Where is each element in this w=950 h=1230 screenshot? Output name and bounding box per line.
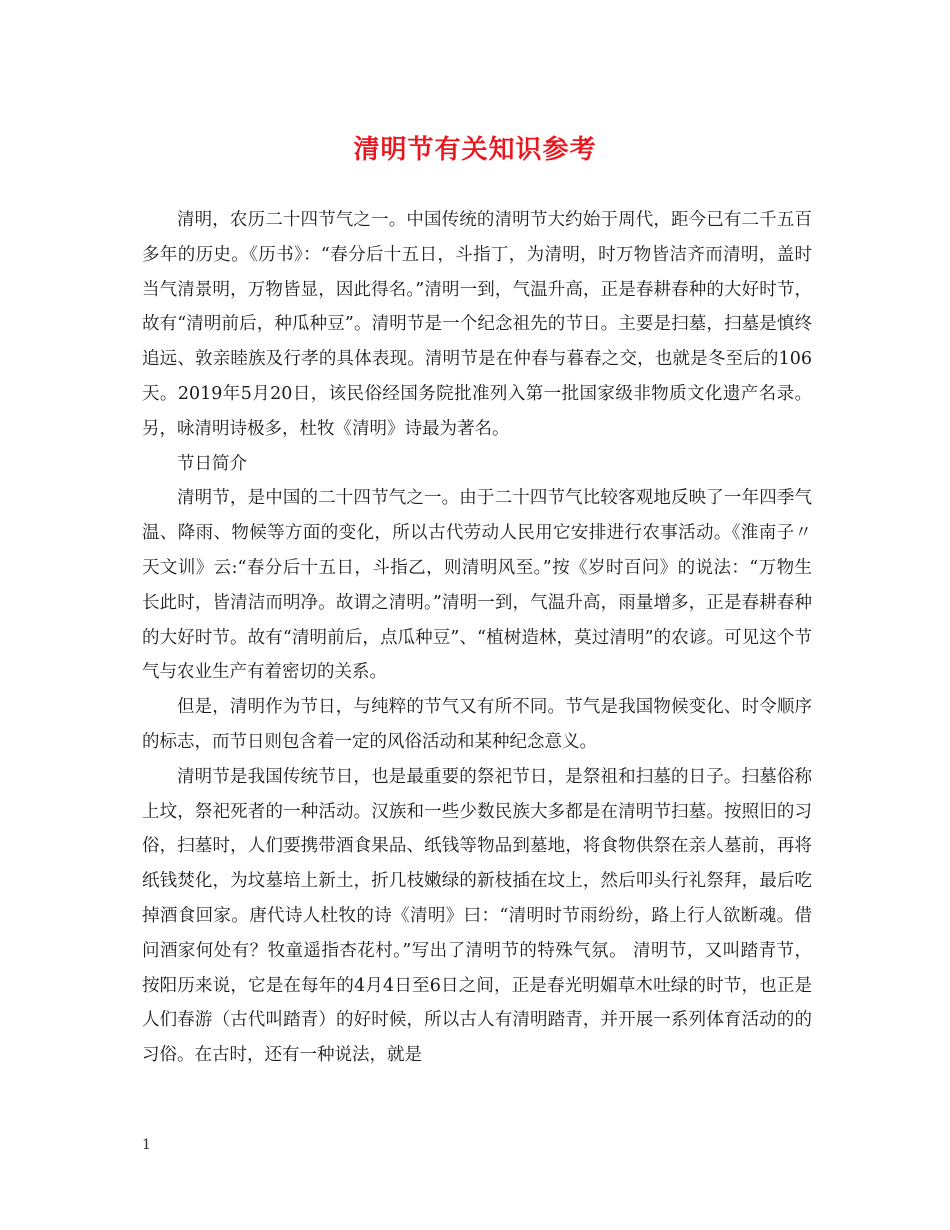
paragraph-festival-overview: 清明节，是中国的二十四节气之一。由于二十四节气比较客观地反映了一年四季气温、降雨、物候等方面的变化，所以古代劳动人民用它安排进行农事活动。《淮南子〃天文训》云:“春分后十五日，斗指乙，则清明风至。”按《岁时百问》的说法：“万物生长此时，皆清洁而明净。故谓之清明。”清明一到，气温升高，雨量增多，正是春耕春种的大好时节。故有“清明前后，点瓜种豆”、“植树造林，莫过清明”的农谚。可见这个节气与农业生产有着密切的关系。 [142, 488, 812, 683]
document-title: 清明节有关知识参考 [353, 135, 597, 165]
paragraph-festival-vs-solar-term: 但是，清明作为节日，与纯粹的节气又有所不同。节气是我国物候变化、时令顺序的标志，而节日则包含着一定的风俗活动和某种纪念意义。 [142, 697, 812, 752]
page-number: 1 [142, 1137, 151, 1153]
paragraph-intro: 清明，农历二十四节气之一。中国传统的清明节大约始于周代，距今已有二千五百多年的历史。《历书》：“春分后十五日，斗指丁，为清明，时万物皆洁齐而清明，盖时当气清景明，万物皆显，因此得名。”清明一到，气温升高，正是春耕春种的大好时节，故有“清明前后，种瓜种豆”。清明节是一个纪念祖先的节日。主要是扫墓，扫墓是慎终追远、敦亲睦族及行孝的具体表现。清明节是在仲春与暮春之交，也就是冬至后的106天。2019年5月20日，该民俗经国务院批准列入第一批国家级非物质文化遗产名录。另，咏清明诗极多，杜牧《清明》诗最为著名。 [142, 210, 812, 439]
section-heading: 节日简介 [177, 453, 247, 474]
paragraph-tomb-sweeping: 清明节是我国传统节日，也是最重要的祭祀节日，是祭祖和扫墓的日子。扫墓俗称上坟，祭祀死者的一种活动。汉族和一些少数民族大多都是在清明节扫墓。按照旧的习俗，扫墓时，人们要携带酒食果品、纸钱等物品到墓地，将食物供祭在亲人墓前，再将纸钱焚化，为坟墓培上新土，折几枝嫩绿的新枝插在坟上，然后叩头行礼祭拜，最后吃掉酒食回家。唐代诗人杜牧的诗《清明》曰：“清明时节雨纷纷，路上行人欲断魂。借问酒家何处有？牧童遥指杏花村。”写出了清明节的特殊气氛。 清明节，又叫踏青节，按阳历来说，它是在每年的4月4日至6日之间，正是春光明媚草木吐绿的时节，也正是人们春游（古代叫踏青）的好时候，所以古人有清明踏青，并开展一系列体育活动的的习俗。在古时，还有一种说法，就是 [142, 766, 812, 1066]
document-body [142, 203, 812, 1073]
